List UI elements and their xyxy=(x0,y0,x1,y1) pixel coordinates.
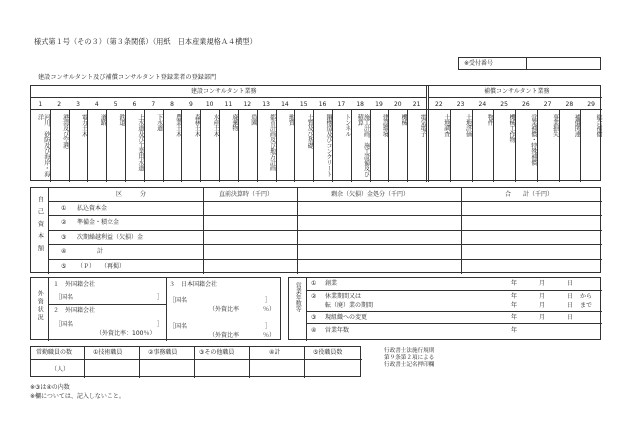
notary-note: 行政書士法施行規則 xyxy=(384,348,435,354)
department-number: 6 xyxy=(132,101,137,108)
department-name: 電力土木 xyxy=(80,114,88,137)
department-name: 都市計画及び地方計画 xyxy=(268,114,276,172)
country-label: ［国名 xyxy=(55,294,74,301)
bracket-close: ］ xyxy=(265,323,272,330)
business-row-no: ④ xyxy=(311,327,317,334)
department-name: 土地調査 xyxy=(442,114,450,137)
country-label: ［国名 xyxy=(169,297,188,304)
capital-row-no: ② xyxy=(61,219,67,226)
ratio-label: （外資比率 xyxy=(209,306,240,313)
department-name: 下水道 xyxy=(155,114,163,132)
capital-row-label: 準備金・積立金 xyxy=(77,219,120,226)
department-name: 土地評価 xyxy=(464,114,472,137)
department-number: 16 xyxy=(318,101,327,108)
notary-note: 行政書士記名押印欄 xyxy=(384,362,435,368)
department-name: 上水道及び工業用水道 xyxy=(136,114,144,172)
month-unit: 月 xyxy=(539,314,546,321)
department-name: 河川、砂防及び海岸・海洋 xyxy=(36,114,50,177)
staff-table xyxy=(30,346,361,377)
business-years-table xyxy=(288,277,601,340)
to-label: まで xyxy=(580,302,593,309)
department-number: 26 xyxy=(522,101,530,108)
department-number: 21 xyxy=(412,101,421,108)
year-unit: 年 xyxy=(511,293,518,300)
bracket-close: ］ xyxy=(157,294,164,301)
years-unit: 年 xyxy=(511,327,518,334)
receipt-number-input[interactable] xyxy=(527,58,600,69)
department-number: 22 xyxy=(435,101,443,108)
capital-table xyxy=(30,187,601,273)
department-name: 営業補償・特殊補償 xyxy=(529,114,537,166)
staff-header: ⑤役職員数 xyxy=(313,349,343,356)
department-name: 廃棄物 xyxy=(230,114,238,132)
compensation-header: 補償コンサルタント業務 xyxy=(484,88,550,95)
department-name: 地質 xyxy=(287,114,295,126)
department-number: 17 xyxy=(337,101,346,108)
foreign-item-1: １ 外国籍会社 xyxy=(53,281,96,288)
country-label: ［国名 xyxy=(55,321,74,328)
department-number: 8 xyxy=(170,101,174,108)
capital-row-no: ④ xyxy=(61,248,67,255)
department-name: 事業損失 xyxy=(551,114,559,137)
kubun-header: 区 分 xyxy=(116,191,147,198)
bracket-close: ］ xyxy=(265,297,272,304)
department-number: 4 xyxy=(94,101,99,108)
department-name: 機械 xyxy=(400,114,408,126)
footnote: ※③は④の内数 xyxy=(30,384,70,391)
staff-unit: （人） xyxy=(51,366,70,373)
department-number: 28 xyxy=(565,101,574,108)
department-name: 森林土木 xyxy=(193,114,201,137)
department-name: 水産土木 xyxy=(212,114,220,137)
capital-row-no: ③ xyxy=(61,234,67,241)
business-row-label: 休業期間又は xyxy=(325,293,362,300)
capital-row-label: 計 xyxy=(97,248,104,255)
department-number: 12 xyxy=(243,101,252,108)
business-row-no: ③ xyxy=(311,314,317,321)
notary-note: 第９条第２項による xyxy=(384,355,435,361)
construction-header: 建設コンサルタント業務 xyxy=(191,88,257,95)
bracket-close: ］ xyxy=(157,321,164,328)
year-unit: 年 xyxy=(511,280,518,287)
department-number: 29 xyxy=(587,101,595,108)
day-unit: 日 xyxy=(567,293,574,300)
capital-side-label: 自己資本額 xyxy=(36,196,44,257)
staff-header: 常勤職員の数 xyxy=(36,349,73,356)
department-number: 18 xyxy=(356,101,364,108)
day-unit: 日 xyxy=(567,314,574,321)
ratio-fixed: （外資比率：100％） xyxy=(96,330,156,337)
business-row-label: 現組織への変更 xyxy=(325,314,368,321)
percent-label: ％） xyxy=(263,306,276,313)
department-number: 10 xyxy=(205,101,214,108)
department-number: 1 xyxy=(38,101,43,108)
department-name: 農業土木 xyxy=(174,114,182,137)
foreign-side-label: 外資状況 xyxy=(36,290,44,322)
month-unit: 月 xyxy=(539,293,546,300)
department-name: 土質及び基礎 xyxy=(306,114,314,149)
foreign-item-3: ３ 日本国籍会社 xyxy=(169,281,218,288)
total-header: 合 計（千円） xyxy=(505,191,554,198)
year-unit: 年 xyxy=(511,314,518,321)
month-unit: 月 xyxy=(539,302,546,309)
department-number: 24 xyxy=(478,101,487,108)
department-name: 電気電子 xyxy=(418,114,426,137)
department-name: 物件 xyxy=(486,114,494,126)
prev-settlement-header: 直前決算時（千円） xyxy=(219,191,274,198)
business-side-label: 営業年数等 xyxy=(294,282,302,312)
from-label: から xyxy=(580,293,593,300)
department-name: トンネル xyxy=(343,114,351,137)
department-name: 道路 xyxy=(99,114,107,126)
day-unit: 日 xyxy=(567,280,574,287)
staff-header: ③その他職員 xyxy=(199,349,235,356)
department-number: 19 xyxy=(375,101,383,108)
department-name: 鋼構造及びコンクリート xyxy=(324,114,332,177)
country-label: ［国名 xyxy=(169,323,188,330)
business-row-label: 転（廃）業の期間 xyxy=(325,302,374,309)
department-number: 15 xyxy=(299,101,308,108)
capital-row-label: 払込資本金 xyxy=(77,205,108,212)
department-name: 建設環境 xyxy=(381,114,389,137)
section-title: 建設コンサルタント及び補償コンサルタント登録業者の登録部門 xyxy=(38,74,217,81)
department-number: 27 xyxy=(543,101,552,108)
ratio-label: （外資比率 xyxy=(209,332,240,339)
department-name: 港湾及び空港 xyxy=(61,114,69,149)
department-table xyxy=(30,85,601,181)
business-row-label: 創業 xyxy=(325,280,338,287)
department-number: 2 xyxy=(57,101,62,108)
business-row-no: ② xyxy=(311,293,317,300)
surplus-header: 剰余（欠損）金処分（千円） xyxy=(331,191,410,198)
footnote: ※欄については、記入しないこと。 xyxy=(30,393,125,400)
department-number: 25 xyxy=(500,101,508,108)
business-row-label: 営業年数 xyxy=(325,327,350,334)
department-number: 7 xyxy=(151,101,156,108)
month-unit: 月 xyxy=(539,280,546,287)
department-name: 鉄道 xyxy=(118,114,126,126)
capital-row-no: ⑤ xyxy=(61,263,67,270)
department-name: 施工計画、施工設備及び積算 xyxy=(356,114,370,177)
capital-row-label: （Ｐ） （再掲） xyxy=(77,263,126,270)
staff-header: ②事務職員 xyxy=(148,349,178,356)
department-number: 11 xyxy=(224,101,233,108)
department-number: 13 xyxy=(262,101,270,108)
department-name: 補償関連 xyxy=(573,114,581,137)
day-unit: 日 xyxy=(567,302,574,309)
department-name: 総合補償 xyxy=(595,114,602,137)
foreign-capital-table xyxy=(30,277,281,340)
department-number: 14 xyxy=(281,101,289,108)
year-unit: 年 xyxy=(511,302,518,309)
department-number: 23 xyxy=(456,101,465,108)
department-name: 造園 xyxy=(249,114,257,126)
capital-row-no: ① xyxy=(61,205,67,212)
department-number: 9 xyxy=(188,101,193,108)
department-number: 20 xyxy=(393,101,402,108)
department-number: 5 xyxy=(113,101,118,108)
percent-label: ％） xyxy=(263,332,276,339)
department-name: 機械工作物 xyxy=(508,114,515,143)
receipt-label: ※受付番号 xyxy=(464,60,494,67)
capital-row-label: 次期繰越利益（欠損）金 xyxy=(77,234,144,241)
staff-header: ①技術職員 xyxy=(93,349,123,356)
business-row-no: ① xyxy=(311,280,317,287)
department-number: 3 xyxy=(76,101,80,108)
form-title: 様式第１号（その３）（第３条関係）（用紙 日本産業規格Ａ４横型） xyxy=(34,37,257,46)
foreign-item-2: ２ 外国籍会社 xyxy=(53,307,96,314)
staff-header: ④計 xyxy=(269,349,281,356)
